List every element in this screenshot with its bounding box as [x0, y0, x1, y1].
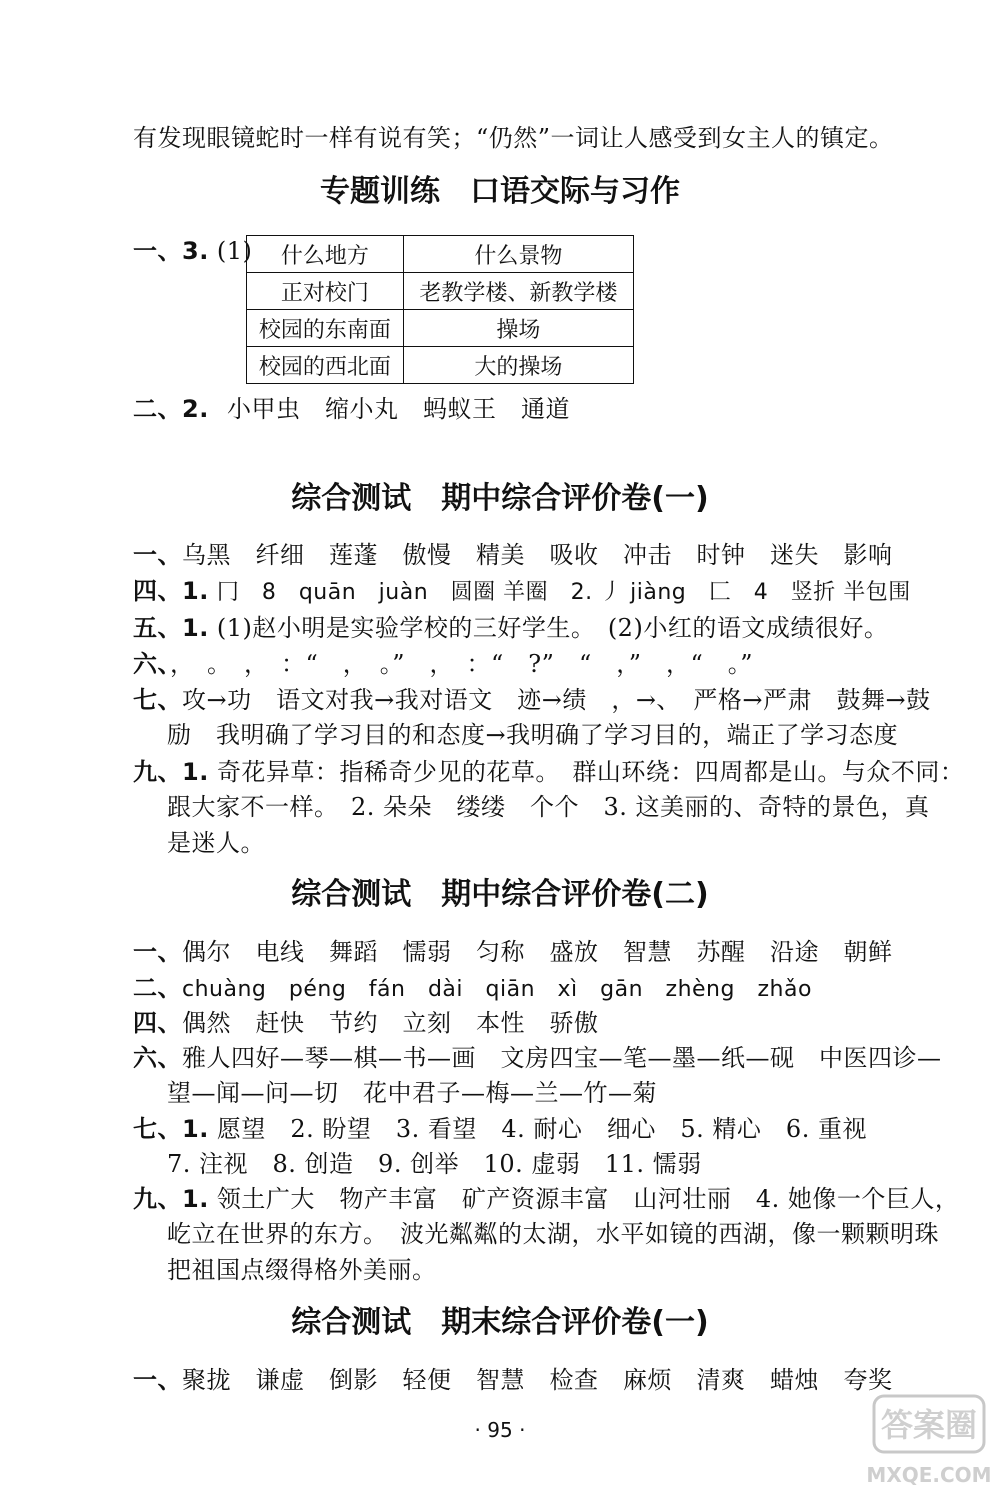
answer-line-continued	[167, 1255, 437, 1285]
answer-text: 奇花异草：指稀奇少见的花草。 群山环绕：四周都是山。与众不同：	[216, 758, 965, 786]
question-number: 二、2.	[133, 395, 209, 423]
answer-text: (1)赵小明是实验学校的三好学生。 (2)小红的语文成绩很好。	[216, 614, 889, 642]
answer-text: chuàng péng fán dài qiān xì gān zhèng zhǎo	[182, 977, 812, 1002]
section-title: 综合测试 期末综合评价卷(一)	[291, 1305, 709, 1340]
answer-line-continued	[167, 720, 898, 750]
answer-text: 是迷人。	[167, 829, 265, 857]
answer-text: 偶尔 电线 舞蹈 懦弱 匀称 盛放 智慧 苏醒 沿途 朝鲜	[182, 938, 893, 966]
answer-line	[133, 394, 570, 424]
sub-question-number: (1)	[216, 237, 253, 265]
answer-text: 聚拢 谦虚 倒影 轻便 智慧 检查 麻烦 清爽 蜡烛 夸奖	[182, 1366, 893, 1394]
answer-text: 跟大家不一样。 2. 朵朵 缕缕 个个 3. 这美丽的、奇特的景色，真	[167, 793, 930, 821]
question-number: 一、3.	[133, 237, 209, 265]
answer-text: 望—闻—问—切 花中君子—梅—兰—竹—菊	[167, 1079, 657, 1107]
question-number: 五、1.	[133, 614, 209, 642]
table-header-cell: 什么地方	[247, 236, 404, 273]
answer-line-continued	[167, 1149, 702, 1179]
answer-text: 把祖国点缀得格外美丽。	[167, 1256, 437, 1284]
answer-line	[133, 685, 931, 715]
intro-text: 有发现眼镜蛇时一样有说有笑；“仍然”一词让人感受到女主人的镇定。	[133, 124, 894, 152]
answer-line	[133, 973, 812, 1005]
section-title: 综合测试 期中综合评价卷(二)	[291, 877, 709, 912]
watermark-chinese: 答案圈	[880, 1406, 978, 1444]
question-label	[133, 236, 252, 266]
answer-line-continued	[167, 1078, 657, 1108]
table-cell: 校园的西北面	[247, 347, 404, 384]
question-number: 二、	[133, 974, 182, 1002]
question-number: 七、1.	[133, 1115, 209, 1143]
answer-text: 乌黑 纤细 莲蓬 傲慢 精美 吸收 冲击 时钟 迷失 影响	[182, 541, 893, 569]
answer-text: 小甲虫 缩小丸 蚂蚁王 通道	[226, 395, 570, 423]
table-cell: 校园的东南面	[247, 310, 404, 347]
question-number: 七、	[133, 686, 182, 714]
answer-line	[133, 576, 911, 608]
table-header-cell: 什么景物	[403, 236, 633, 273]
answer-line-continued	[167, 828, 265, 858]
answer-text: 励 我明确了学习目的和态度→我明确了学习目的，端正了学习态度	[167, 721, 899, 749]
table-header-row	[247, 236, 634, 273]
table-cell: 正对校门	[247, 273, 404, 310]
question-number: 一、	[133, 938, 182, 966]
answer-line	[133, 1043, 942, 1073]
question-number: 一、	[133, 1366, 182, 1394]
answer-text: 屹立在世界的东方。 波光粼粼的太湖，水平如镜的西湖，像一颗颗明珠	[167, 1220, 939, 1248]
question-number: 九、1.	[133, 1185, 209, 1213]
question-number: 六、	[133, 650, 170, 678]
answer-line-continued	[167, 1219, 939, 1249]
answer-line	[133, 540, 893, 570]
question-number: 一、	[133, 541, 182, 569]
answer-text: 攻→功 语文对我→我对语文 迹→绩 ，→、 严格→严肃 鼓舞→鼓	[182, 686, 931, 714]
answer-line	[133, 1365, 893, 1395]
section-title: 综合测试 期中综合评价卷(一)	[291, 481, 709, 516]
watermark-url: MXQE.COM	[868, 1463, 990, 1487]
answer-text: ， 。 ， ：“ ， 。” ， ：“ ?” “ ，” ，“ 。”	[170, 650, 754, 678]
table-cell: 操场	[403, 310, 633, 347]
answer-line-continued	[167, 792, 930, 822]
answer-line	[133, 937, 893, 967]
question-number: 六、	[133, 1044, 182, 1072]
watermark-logo	[868, 1388, 990, 1492]
table-cell: 老教学楼、新教学楼	[403, 273, 633, 310]
table-row	[247, 273, 634, 310]
question-number: 九、1.	[133, 758, 209, 786]
answer-line	[133, 1114, 867, 1144]
answer-line	[133, 1184, 959, 1214]
answer-line	[133, 757, 964, 787]
answer-text: 7. 注视 8. 创造 9. 创举 10. 虚弱 11. 懦弱	[167, 1150, 702, 1178]
answer-text: 偶然 赶快 节约 立刻 本性 骄傲	[182, 1009, 599, 1037]
answer-text: 冂 8 quān juàn 圆圈 羊圈 2. 丿 jiàng 匚 4 竖折 半包围	[216, 580, 911, 605]
watermark-icon	[868, 1388, 990, 1492]
answer-text: 愿望 2. 盼望 3. 看望 4. 耐心 细心 5. 精心 6. 重视	[216, 1115, 867, 1143]
answer-line	[133, 613, 888, 643]
table-row	[247, 310, 634, 347]
answer-line	[133, 649, 753, 679]
answer-line	[133, 1008, 599, 1038]
page-number: · 95 ·	[474, 1418, 526, 1442]
answer-text: 雅人四好—琴—棋—书—画 文房四宝—笔—墨—纸—砚 中医四诊—	[182, 1044, 942, 1072]
table-cell: 大的操场	[403, 347, 633, 384]
table-row	[247, 347, 634, 384]
question-number: 四、1.	[133, 577, 209, 605]
answer-text: 领土广大 物产丰富 矿产资源丰富 山河壮丽 4. 她像一个巨人，	[216, 1185, 960, 1213]
question-number: 四、	[133, 1009, 182, 1037]
section-title: 专题训练 口语交际与习作	[320, 174, 680, 209]
answer-table	[246, 235, 634, 384]
